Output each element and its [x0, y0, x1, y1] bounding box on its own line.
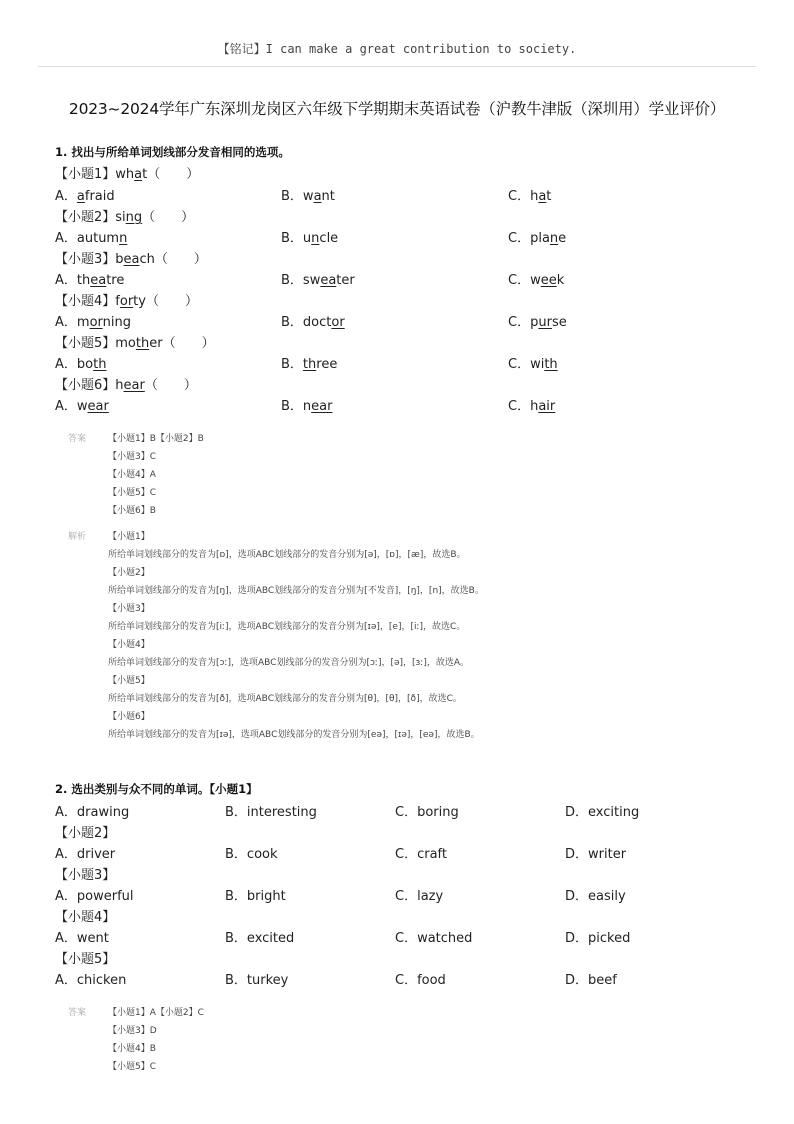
- q1-sub3-stem: 【小题3】beach（ ）: [55, 252, 207, 267]
- q2-answer-line: 【小题5】C: [108, 1062, 157, 1072]
- q2-sub5-option-a: A．chicken: [55, 973, 127, 988]
- q2-sub2-option-d: D．writer: [565, 847, 627, 862]
- q2-sub5-option-c: C．food: [395, 973, 446, 988]
- q1-sub5-option-a: A．both: [55, 357, 107, 372]
- q1-answer-line: 【小题5】C: [108, 488, 157, 498]
- q1-sub4-option-c: C．purse: [508, 315, 567, 330]
- q1-sub6-option-c: C．hair: [508, 399, 556, 414]
- q2-sub4-option-a: A．went: [55, 931, 109, 946]
- question-1-heading: 1. 找出与所给单词划线部分发音相同的选项。: [55, 145, 290, 159]
- q2-sub1-option-d: D．exciting: [565, 805, 640, 820]
- q1-analysis-line: 【小题6】: [108, 712, 150, 722]
- q1-sub1-stem: 【小题1】what（ ）: [55, 167, 200, 182]
- q2-sub2-option-a: A．driver: [55, 847, 116, 862]
- q2-sub3-label: 【小题3】: [55, 868, 116, 883]
- q1-sub1-option-a: A．afraid: [55, 189, 115, 204]
- q1-sub2-option-b: B．uncle: [281, 231, 339, 246]
- q2-sub3-option-d: D．easily: [565, 889, 626, 904]
- q2-answer-line: 【小题1】A【小题2】C: [108, 1008, 204, 1018]
- q1-answer-line: 【小题1】B【小题2】B: [108, 434, 204, 444]
- q1-answer-line: 【小题6】B: [108, 506, 156, 516]
- q1-analysis-line: 【小题3】: [108, 604, 150, 614]
- q2-sub4-option-c: C．watched: [395, 931, 473, 946]
- q1-analysis-label: 解析: [68, 532, 87, 542]
- q1-sub2-option-c: C．plane: [508, 231, 567, 246]
- q2-answer-line: 【小题3】D: [108, 1026, 157, 1036]
- q2-sub1-option-a: A．drawing: [55, 805, 130, 820]
- q2-sub2-option-b: B．cook: [225, 847, 278, 862]
- q1-sub2-stem: 【小题2】sing（ ）: [55, 210, 195, 225]
- q1-sub1-option-b: B．want: [281, 189, 335, 204]
- q1-analysis-line: 所给单词划线部分的发音为[ɒ]，选项ABC划线部分的发音分别为[ə]，[ɒ]，[æ]，故选B。: [108, 550, 466, 560]
- q2-sub5-label: 【小题5】: [55, 952, 116, 967]
- q1-analysis-line: 【小题2】: [108, 568, 150, 578]
- q1-analysis-line: 所给单词划线部分的发音为[ɔː]，选项ABC划线部分的发音分别为[ɔː]，[ə]，[ɜː]，故选A。: [108, 658, 470, 668]
- q1-sub5-option-b: B．three: [281, 357, 338, 372]
- q1-sub2-option-a: A．autumn: [55, 231, 128, 246]
- q2-sub1-option-c: C．boring: [395, 805, 459, 820]
- motto-header: 【铭记】I can make a great contribution to society.: [217, 42, 577, 56]
- q1-analysis-line: 【小题1】: [108, 532, 150, 542]
- q1-analysis-line: 【小题5】: [108, 676, 150, 686]
- q2-sub2-label: 【小题2】: [55, 826, 116, 841]
- q2-sub3-option-a: A．powerful: [55, 889, 134, 904]
- q2-sub4-option-b: B．excited: [225, 931, 295, 946]
- q2-sub4-option-d: D．picked: [565, 931, 631, 946]
- q1-analysis-line: 【小题4】: [108, 640, 150, 650]
- q2-sub2-option-c: C．craft: [395, 847, 447, 862]
- q1-sub6-option-b: B．near: [281, 399, 333, 414]
- q1-sub4-option-b: B．doctor: [281, 315, 345, 330]
- q1-analysis-line: 所给单词划线部分的发音为[iː]，选项ABC划线部分的发音分别为[ɪə]，[e]，[iː]，故选C。: [108, 622, 466, 632]
- q1-sub6-stem: 【小题6】hear（ ）: [55, 378, 197, 393]
- q2-answer-label: 答案: [68, 1008, 87, 1018]
- q1-sub3-option-a: A．theatre: [55, 273, 125, 288]
- q2-sub3-option-b: B．bright: [225, 889, 286, 904]
- q2-sub5-option-d: D．beef: [565, 973, 617, 988]
- q1-sub4-option-a: A．morning: [55, 315, 131, 330]
- header-divider: [38, 66, 756, 67]
- q1-sub3-option-c: C．week: [508, 273, 565, 288]
- q2-sub3-option-c: C．lazy: [395, 889, 444, 904]
- q1-answer-label: 答案: [68, 434, 87, 444]
- q1-sub3-option-b: B．sweater: [281, 273, 355, 288]
- q2-sub1-option-b: B．interesting: [225, 805, 317, 820]
- q1-analysis-line: 所给单词划线部分的发音为[ɪə]，选项ABC划线部分的发音分别为[eə]，[ɪə]，[eə]，故选B。: [108, 730, 480, 740]
- q1-sub6-option-a: A．wear: [55, 399, 109, 414]
- q1-sub5-option-c: C．with: [508, 357, 558, 372]
- q1-answer-line: 【小题3】C: [108, 452, 157, 462]
- page-title: 2023~2024学年广东深圳龙岗区六年级下学期期末英语试卷（沪教牛津版（深圳用）学业评价）: [68, 100, 726, 118]
- q1-sub5-stem: 【小题5】mother（ ）: [55, 336, 215, 351]
- question-2-heading: 2. 选出类别与众不同的单词。【小题1】: [55, 782, 258, 796]
- q1-analysis-line: 所给单词划线部分的发音为[ŋ]，选项ABC划线部分的发音分别为[不发音]，[ŋ]，[n]，故选B。: [108, 586, 484, 596]
- q2-answer-line: 【小题4】B: [108, 1044, 156, 1054]
- q1-sub4-stem: 【小题4】forty（ ）: [55, 294, 198, 309]
- q2-sub5-option-b: B．turkey: [225, 973, 289, 988]
- q1-sub1-option-c: C．hat: [508, 189, 552, 204]
- q1-analysis-line: 所给单词划线部分的发音为[ð]，选项ABC划线部分的发音分别为[θ]，[θ]，[ð]，故选C。: [108, 694, 462, 704]
- q2-sub4-label: 【小题4】: [55, 910, 116, 925]
- q1-answer-line: 【小题4】A: [108, 470, 156, 480]
